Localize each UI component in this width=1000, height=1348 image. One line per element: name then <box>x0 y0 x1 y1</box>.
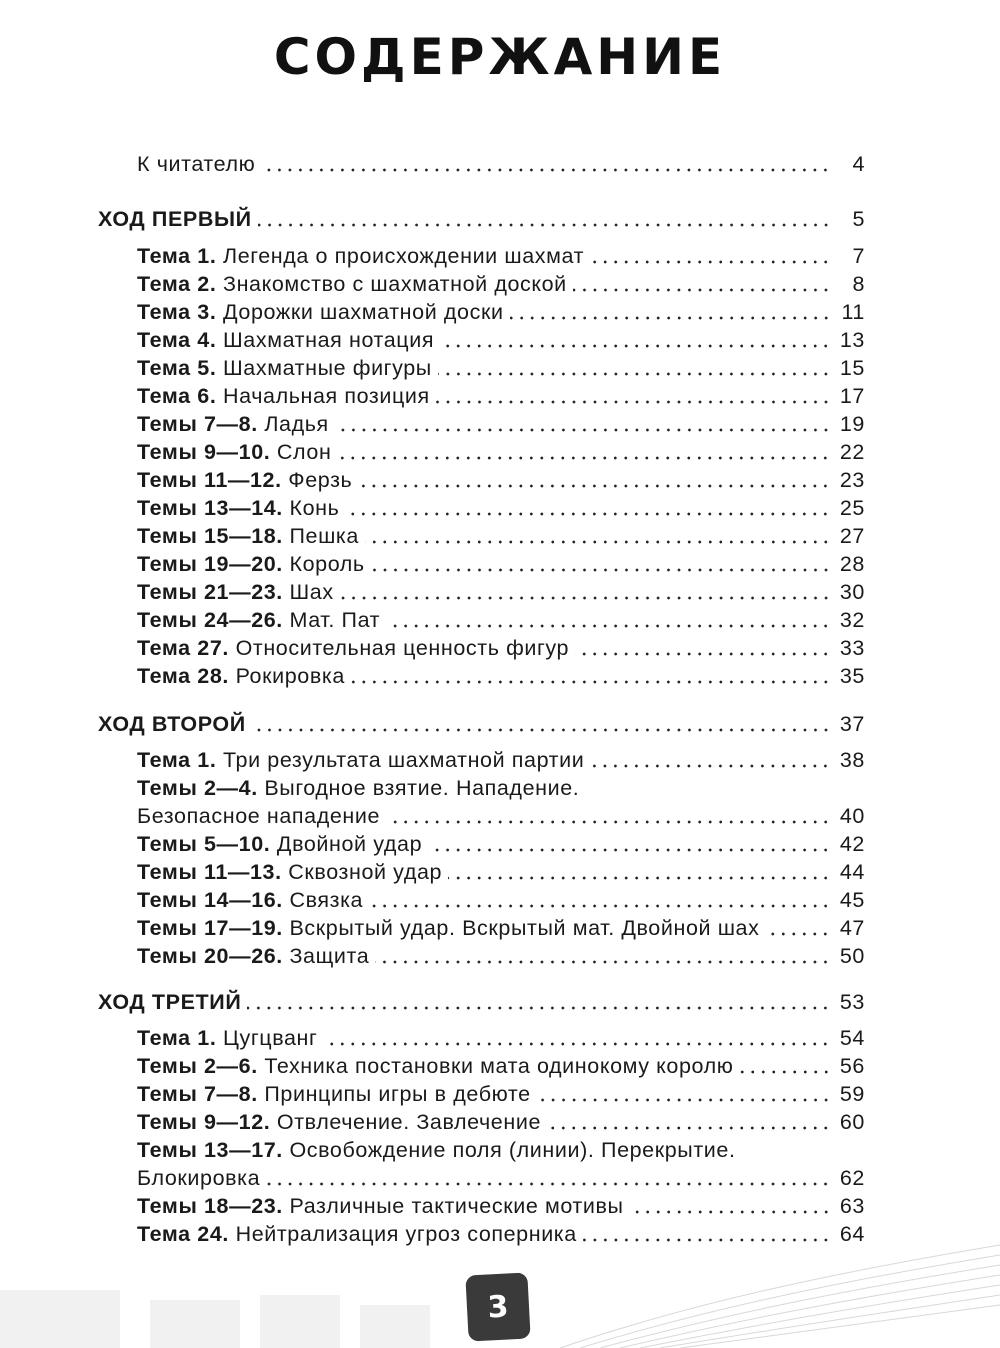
topic-number: Темы 18—23. <box>137 1194 283 1218</box>
topic-number: Тема 1. <box>137 244 217 268</box>
toc-entry[interactable] <box>137 494 865 522</box>
leader-dots <box>375 960 831 964</box>
topic-number: Тема 1. <box>137 748 217 772</box>
toc-page-number: 42 <box>839 832 865 856</box>
section-heading-label: ХОД ТРЕТИЙ <box>98 990 242 1014</box>
toc-page-number: 45 <box>839 888 865 912</box>
toc-entry[interactable] <box>137 326 865 354</box>
section-heading[interactable] <box>98 710 865 738</box>
topic-title: Ферзь <box>288 468 353 492</box>
leader-dots <box>266 1182 831 1186</box>
leader-dots <box>537 1098 831 1102</box>
topic-title-continued: Безопасное нападение <box>137 804 381 828</box>
topic-title: Конь <box>289 496 340 520</box>
topic-title: Сквозной удар <box>288 860 443 884</box>
toc-page-number: 19 <box>839 412 865 436</box>
toc-entry[interactable] <box>137 1164 865 1192</box>
topic-number: Темы 13—17. <box>137 1138 283 1162</box>
leader-dots <box>438 372 831 376</box>
toc-page-number: 13 <box>839 328 865 352</box>
topic-number: Темы 13—14. <box>137 496 283 520</box>
toc-page-number: 33 <box>839 636 865 660</box>
toc-entry[interactable] <box>137 1192 865 1220</box>
page-number-badge: 3 <box>465 1272 530 1341</box>
section-heading[interactable] <box>98 205 865 233</box>
topic-title: Слон <box>276 440 332 464</box>
leader-dots <box>258 223 831 227</box>
section-heading-label: ХОД ВТОРОЙ <box>98 712 246 736</box>
toc-page-number: 47 <box>839 916 865 940</box>
topic-number: Темы 11—12. <box>137 468 282 492</box>
toc-entry[interactable] <box>137 746 865 774</box>
leader-dots <box>590 764 831 768</box>
topic-title: Защита <box>289 944 370 968</box>
toc-page-number: 27 <box>839 524 865 548</box>
leader-dots <box>630 1210 831 1214</box>
toc-entry[interactable] <box>137 522 865 550</box>
toc-entry[interactable] <box>137 1052 865 1080</box>
topic-title: Шахматные фигуры <box>223 356 432 380</box>
toc-entry[interactable] <box>137 914 865 942</box>
topic-title: Техника постановки мата одинокому королю <box>264 1054 734 1078</box>
topic-title: Шах <box>289 580 334 604</box>
topic-number: Темы 5—10. <box>137 832 271 856</box>
leader-dots <box>583 1238 831 1242</box>
leader-dots <box>440 344 831 348</box>
toc-entry[interactable] <box>137 550 865 578</box>
toc-page-number: 62 <box>839 1166 865 1190</box>
topic-number: Темы 2—4. <box>137 776 258 800</box>
topic-number: Темы 2—6. <box>137 1054 258 1078</box>
topic-title: Вскрытый удар. Вскрытый мат. Двойной шах <box>289 916 760 940</box>
toc-entry[interactable] <box>137 942 865 970</box>
topic-number: Тема 5. <box>137 356 217 380</box>
toc-entry-line[interactable] <box>137 1136 736 1164</box>
leader-dots <box>371 568 831 572</box>
topic-number: Темы 11—13. <box>137 860 282 884</box>
section-heading[interactable] <box>98 988 865 1016</box>
toc-page-number: 32 <box>839 608 865 632</box>
toc-page-number: 54 <box>839 1026 865 1050</box>
toc-entry[interactable] <box>137 438 865 466</box>
toc-entry[interactable] <box>137 1108 865 1136</box>
topic-number: Тема 28. <box>137 664 229 688</box>
toc-page-number: 22 <box>839 440 865 464</box>
toc-entry[interactable] <box>137 802 865 830</box>
topic-title: Выгодное взятие. Нападение. <box>264 776 580 800</box>
topic-title: Связка <box>289 888 364 912</box>
toc-entry[interactable] <box>137 662 865 690</box>
topic-number: Темы 7—8. <box>137 412 258 436</box>
leader-dots <box>575 652 831 656</box>
toc-entry-reader[interactable] <box>137 150 865 178</box>
toc-entry[interactable] <box>137 1220 865 1248</box>
topic-number: Тема 24. <box>137 1222 229 1246</box>
topic-number: Темы 17—19. <box>137 916 283 940</box>
leader-dots <box>573 288 831 292</box>
topic-title: Мат. Пат <box>289 608 381 632</box>
topic-title: Различные тактические мотивы <box>289 1194 624 1218</box>
leader-dots <box>252 728 831 732</box>
leader-dots <box>261 168 831 172</box>
leader-dots <box>436 400 831 404</box>
toc-entry[interactable] <box>137 634 865 662</box>
toc-page-number: 8 <box>852 272 865 296</box>
topic-title: Нейтрализация угроз соперника <box>235 1222 577 1246</box>
topic-title: Шахматная нотация <box>223 328 435 352</box>
toc-page-number: 25 <box>839 496 865 520</box>
topic-number: Тема 3. <box>137 300 217 324</box>
leader-dots <box>369 904 831 908</box>
topic-title-continued: Блокировка <box>137 1166 261 1190</box>
topic-title: Ладья <box>264 412 329 436</box>
topic-title: Двойной удар <box>276 832 423 856</box>
topic-title: Дорожки шахматной доски <box>223 300 504 324</box>
toc-page-number: 53 <box>839 990 865 1014</box>
topic-number: Темы 20—26. <box>137 944 283 968</box>
toc-entry[interactable] <box>137 466 865 494</box>
leader-dots <box>337 456 831 460</box>
topic-number: Тема 6. <box>137 384 217 408</box>
topic-number: Темы 24—26. <box>137 608 283 632</box>
page-title: СОДЕРЖАНИЕ <box>273 28 727 86</box>
leader-dots <box>365 540 831 544</box>
leader-dots <box>323 1042 831 1046</box>
toc-page-number: 60 <box>839 1110 865 1134</box>
leader-dots <box>428 848 831 852</box>
topic-number: Тема 2. <box>137 272 217 296</box>
topic-number: Темы 21—23. <box>137 580 283 604</box>
toc-page-number: 23 <box>839 468 865 492</box>
toc-entry[interactable] <box>137 410 865 438</box>
topic-title: Относительная ценность фигур <box>235 636 570 660</box>
toc-entry-line[interactable] <box>137 774 579 802</box>
toc-entry[interactable] <box>137 354 865 382</box>
leader-dots <box>351 680 831 684</box>
toc-entry[interactable] <box>137 1024 865 1052</box>
toc-entry[interactable] <box>137 830 865 858</box>
topic-number: Темы 9—10. <box>137 440 271 464</box>
toc-entry[interactable] <box>137 270 865 298</box>
topic-number: Темы 19—20. <box>137 552 283 576</box>
toc-page-number: 35 <box>839 664 865 688</box>
topic-number: Темы 7—8. <box>137 1082 258 1106</box>
leader-dots <box>547 1126 831 1130</box>
leader-dots <box>345 512 831 516</box>
topic-title: Отвлечение. Завлечение <box>276 1110 541 1134</box>
toc-entry[interactable] <box>137 606 865 634</box>
leader-dots <box>386 624 831 628</box>
topic-title: Три результата шахматной партии <box>223 748 585 772</box>
topic-title: Король <box>289 552 365 576</box>
toc-page-number: 59 <box>839 1082 865 1106</box>
toc-page-number: 64 <box>839 1222 865 1246</box>
toc-page-number: 4 <box>852 152 865 176</box>
leader-dots <box>386 820 831 824</box>
toc-entry[interactable] <box>137 298 865 326</box>
leader-dots <box>340 596 831 600</box>
toc-page-number: 56 <box>839 1054 865 1078</box>
topic-number: Тема 1. <box>137 1026 217 1050</box>
leader-dots <box>590 260 831 264</box>
topic-title: Освобождение поля (линии). Перекрытие. <box>289 1138 736 1162</box>
topic-title: Принципы игры в дебюте <box>264 1082 531 1106</box>
toc-page-number: 50 <box>839 944 865 968</box>
topic-title: Легенда о происхождении шахмат <box>223 244 585 268</box>
toc-page-number: 28 <box>839 552 865 576</box>
section-heading-label: ХОД ПЕРВЫЙ <box>98 207 252 231</box>
topic-title: Знакомство с шахматной доской <box>223 272 567 296</box>
leader-dots <box>335 428 831 432</box>
toc-page-number: 15 <box>839 356 865 380</box>
toc-page-number: 30 <box>839 580 865 604</box>
leader-dots <box>740 1070 832 1074</box>
topic-number: Темы 15—18. <box>137 524 283 548</box>
toc-entry[interactable] <box>137 1080 865 1108</box>
toc-page-number: 40 <box>839 804 865 828</box>
topic-number: Темы 14—16. <box>137 888 283 912</box>
leader-dots <box>510 316 831 320</box>
leader-dots <box>765 932 831 936</box>
toc-page-number: 37 <box>839 712 865 736</box>
topic-title: Цугцванг <box>223 1026 318 1050</box>
toc-page-number: 11 <box>841 300 865 324</box>
leader-dots <box>448 876 831 880</box>
toc-entry[interactable] <box>137 242 865 270</box>
toc-page-number: 44 <box>839 860 865 884</box>
toc-entry[interactable] <box>137 382 865 410</box>
leader-dots <box>358 484 831 488</box>
topic-number: Тема 27. <box>137 636 229 660</box>
toc-entry[interactable] <box>137 858 865 886</box>
toc-page-number: 5 <box>852 207 865 231</box>
toc-entry-label: К читателю <box>137 152 256 176</box>
topic-number: Темы 9—12. <box>137 1110 271 1134</box>
toc-entry[interactable] <box>137 578 865 606</box>
toc-entry[interactable] <box>137 886 865 914</box>
topic-title: Рокировка <box>235 664 345 688</box>
toc-page-number: 7 <box>852 244 865 268</box>
leader-dots <box>247 1006 831 1010</box>
topic-title: Пешка <box>289 524 359 548</box>
toc-page-number: 17 <box>839 384 865 408</box>
toc-page-number: 38 <box>839 748 865 772</box>
topic-title: Начальная позиция <box>223 384 430 408</box>
toc-page-number: 63 <box>839 1194 865 1218</box>
topic-number: Тема 4. <box>137 328 217 352</box>
